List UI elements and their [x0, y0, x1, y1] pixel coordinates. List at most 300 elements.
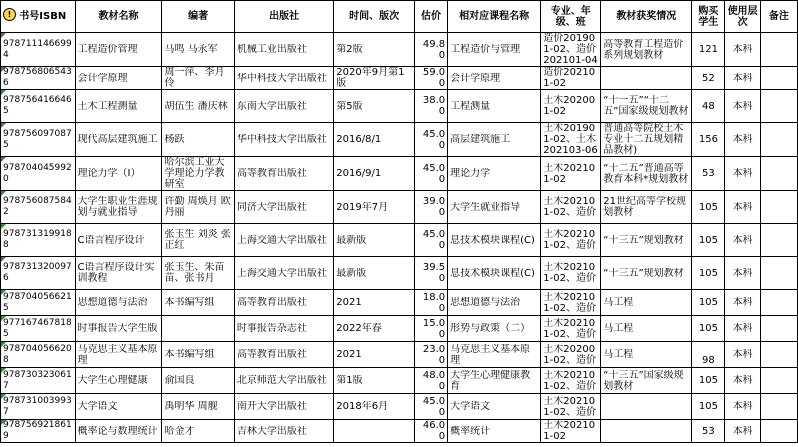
- cell-name[interactable]: [75, 90, 162, 123]
- cell-count[interactable]: [692, 224, 725, 257]
- cell-text: 土木202101-02、造价: [543, 196, 596, 218]
- cell-text: 大学生心理健康教育: [450, 369, 531, 392]
- cell-text: 2018年6月: [336, 401, 389, 412]
- cell-remark[interactable]: [760, 33, 797, 67]
- cell-isbn[interactable]: [1, 33, 76, 67]
- cell-publisher[interactable]: [234, 316, 333, 342]
- cell-name[interactable]: [75, 368, 162, 394]
- cell-isbn[interactable]: [1, 257, 76, 290]
- cell-count[interactable]: [692, 67, 725, 90]
- table-row: [1, 90, 798, 123]
- cell-remark[interactable]: [760, 420, 797, 443]
- cell-text: 第1版: [336, 375, 363, 386]
- cell-major[interactable]: [541, 224, 601, 257]
- cell-level[interactable]: [725, 90, 760, 123]
- cell-publisher[interactable]: [234, 123, 333, 157]
- cell-name[interactable]: [75, 257, 162, 290]
- cell-course[interactable]: [448, 290, 541, 316]
- cell-publisher[interactable]: [234, 191, 333, 224]
- cell-text: 23.00: [422, 343, 446, 366]
- cell-text: 本科: [732, 234, 753, 246]
- cell-text: 马工程: [603, 349, 634, 360]
- cell-price[interactable]: [415, 257, 448, 290]
- cell-major[interactable]: [541, 342, 601, 368]
- cell-text: 59.00: [422, 67, 446, 89]
- cell-price[interactable]: [415, 316, 448, 342]
- cell-text: 上海交通大学出版社: [236, 234, 327, 246]
- cell-edition[interactable]: [334, 342, 415, 368]
- cell-award[interactable]: [601, 224, 692, 257]
- cell-count[interactable]: [692, 342, 725, 368]
- cell-edition[interactable]: [334, 290, 415, 316]
- cell-edition[interactable]: [334, 316, 415, 342]
- cell-isbn[interactable]: [1, 368, 76, 394]
- cell-major[interactable]: [541, 290, 601, 316]
- cell-text: 理论力学（Ⅰ）: [77, 168, 141, 179]
- cell-price[interactable]: [415, 157, 448, 191]
- cell-text: 思想道德与法治: [77, 297, 148, 308]
- cell-name[interactable]: [75, 157, 162, 191]
- cell-text: 土木202101-02、造价: [543, 291, 596, 314]
- cell-award[interactable]: [601, 257, 692, 290]
- column-header-major[interactable]: 专业、年级、班: [541, 1, 601, 33]
- cell-course[interactable]: [448, 316, 541, 342]
- cell-name[interactable]: [75, 33, 162, 67]
- cell-text: 15.00: [422, 317, 446, 340]
- cell-publisher[interactable]: [234, 33, 333, 67]
- cell-text: 北京师范大学出版社: [236, 375, 327, 386]
- error-marker-icon: [1, 368, 6, 373]
- cell-count[interactable]: [692, 394, 725, 420]
- cell-author[interactable]: [162, 123, 234, 157]
- cell-count[interactable]: [692, 123, 725, 157]
- cell-edition[interactable]: [334, 33, 415, 67]
- cell-text: 华中科技大学出版社: [236, 72, 327, 84]
- cell-isbn[interactable]: [1, 224, 76, 257]
- cell-remark[interactable]: [760, 123, 797, 157]
- cell-award[interactable]: [601, 342, 692, 368]
- cell-author[interactable]: [162, 316, 234, 342]
- cell-author[interactable]: [162, 67, 234, 90]
- cell-text: 45.00: [422, 395, 446, 418]
- cell-publisher[interactable]: [234, 224, 333, 257]
- cell-text: 本科: [732, 72, 753, 84]
- cell-text: 2021: [336, 349, 362, 360]
- cell-text: C语言程序设计: [77, 234, 145, 246]
- cell-name[interactable]: [75, 67, 162, 90]
- cell-award[interactable]: [601, 394, 692, 420]
- cell-isbn[interactable]: [1, 342, 76, 368]
- cell-edition[interactable]: [334, 90, 415, 123]
- cell-isbn[interactable]: [1, 67, 76, 90]
- cell-course[interactable]: [448, 420, 541, 443]
- cell-text: 105: [698, 401, 718, 412]
- cell-text: 息技术模块课程(C): [450, 234, 535, 246]
- error-marker-icon: [1, 224, 6, 229]
- cell-author[interactable]: [162, 290, 234, 316]
- cell-course[interactable]: [448, 224, 541, 257]
- cell-price[interactable]: [415, 290, 448, 316]
- cell-text: 大学生心理健康: [77, 375, 148, 386]
- cell-text: 98: [702, 355, 715, 366]
- cell-text: 9787569218619: [3, 420, 72, 441]
- cell-count[interactable]: [692, 191, 725, 224]
- cell-award[interactable]: [601, 67, 692, 90]
- cell-course[interactable]: [448, 33, 541, 67]
- cell-award[interactable]: [601, 290, 692, 316]
- cell-text: 张玉生、朱苗苗、张书月: [164, 262, 225, 284]
- cell-publisher[interactable]: [234, 157, 333, 191]
- cell-text: 39.00: [422, 196, 446, 218]
- cell-isbn[interactable]: [1, 420, 76, 443]
- cell-publisher[interactable]: [234, 90, 333, 123]
- cell-count[interactable]: [692, 420, 725, 443]
- table-row: [1, 290, 798, 316]
- cell-price[interactable]: [415, 90, 448, 123]
- cell-award[interactable]: [601, 420, 692, 443]
- cell-text: 土木201901-02、土木202103-06: [543, 123, 598, 156]
- cell-price[interactable]: [415, 420, 448, 443]
- cell-remark[interactable]: [760, 191, 797, 224]
- cell-text: 45.00: [422, 162, 446, 185]
- cell-author[interactable]: [162, 257, 234, 290]
- cell-course[interactable]: [448, 368, 541, 394]
- header-row: [1, 1, 798, 33]
- cell-text: 大学生职业生涯规划与就业指导: [77, 196, 158, 218]
- cell-text: 105: [698, 323, 718, 334]
- cell-text: 9771674678185: [3, 317, 72, 339]
- cell-course[interactable]: [448, 123, 541, 157]
- cell-text: 哈金才: [164, 425, 195, 437]
- cell-text: 45.00: [422, 229, 446, 251]
- column-header-award[interactable]: 教材获奖情况: [601, 1, 692, 33]
- cell-isbn[interactable]: [1, 290, 76, 316]
- cell-level[interactable]: [725, 290, 760, 316]
- cell-text: 形势与政策（二）: [450, 323, 531, 334]
- column-header-count[interactable]: 购买学生: [692, 1, 725, 33]
- cell-price[interactable]: [415, 342, 448, 368]
- cell-text: 2016/9/1: [336, 168, 382, 179]
- cell-edition[interactable]: [334, 67, 415, 90]
- cell-level[interactable]: [725, 33, 760, 67]
- cell-text: 9787040566215: [3, 291, 72, 313]
- cell-text: 东南大学出版社: [236, 100, 307, 112]
- cell-remark[interactable]: [760, 224, 797, 257]
- cell-text: 吉林大学出版社: [236, 425, 307, 437]
- cell-remark[interactable]: [760, 342, 797, 368]
- cell-author[interactable]: [162, 157, 234, 191]
- cell-text: 大学语文: [450, 401, 491, 412]
- cell-publisher[interactable]: [234, 394, 333, 420]
- cell-count[interactable]: [692, 316, 725, 342]
- cell-name[interactable]: [75, 342, 162, 368]
- cell-text: 2019年7月: [336, 201, 389, 213]
- cell-text: 高等教育出版社: [236, 297, 307, 308]
- cell-author[interactable]: [162, 420, 234, 443]
- cell-name[interactable]: [75, 316, 162, 342]
- cell-publisher[interactable]: [234, 290, 333, 316]
- cell-course[interactable]: [448, 342, 541, 368]
- cell-text: 2020年9月第1版: [336, 67, 405, 89]
- table-row: [1, 368, 798, 394]
- cell-text: 105: [698, 375, 718, 386]
- cell-name[interactable]: [75, 123, 162, 157]
- table-row: [1, 394, 798, 420]
- cell-author[interactable]: [162, 90, 234, 123]
- cell-award[interactable]: [601, 33, 692, 67]
- cell-text: C语言程序设计实训教程: [77, 262, 155, 284]
- cell-text: 高等教育出版社: [236, 168, 307, 179]
- table-row: [1, 257, 798, 290]
- cell-text: 156: [698, 134, 718, 145]
- cell-text: 53: [702, 168, 715, 179]
- cell-course[interactable]: [448, 157, 541, 191]
- cell-major[interactable]: [541, 33, 601, 67]
- cell-text: 同济大学出版社: [236, 201, 307, 213]
- cell-major[interactable]: [541, 191, 601, 224]
- cell-text: 土木202101-02、造价: [543, 395, 596, 418]
- error-marker-icon: [1, 191, 6, 196]
- cell-major[interactable]: [541, 90, 601, 123]
- warning-icon[interactable]: !: [3, 8, 16, 21]
- cell-text: 工程造价管理: [77, 44, 138, 55]
- cell-text: 本科: [732, 134, 753, 145]
- cell-text: 2016/8/1: [336, 134, 382, 145]
- cell-text: 高等教育工程造价系列规划教材: [603, 38, 684, 61]
- column-header-edition[interactable]: 时间、版次: [334, 1, 415, 33]
- cell-remark[interactable]: [760, 316, 797, 342]
- cell-text: 现代高层建筑施工: [77, 134, 158, 145]
- cell-text: 本书编写组: [164, 297, 215, 308]
- cell-edition[interactable]: [334, 224, 415, 257]
- cell-edition[interactable]: [334, 157, 415, 191]
- cell-text: 土木202101-02、造价: [543, 229, 596, 251]
- cell-major[interactable]: [541, 394, 601, 420]
- cell-text: 39.50: [422, 262, 446, 284]
- cell-count[interactable]: [692, 290, 725, 316]
- cell-text: 本科: [732, 425, 753, 437]
- cell-publisher[interactable]: [234, 420, 333, 443]
- column-header-remark[interactable]: 备注: [760, 1, 797, 33]
- cell-major[interactable]: [541, 67, 601, 90]
- cell-publisher[interactable]: [234, 368, 333, 394]
- cell-text: 9787040566208: [3, 343, 72, 365]
- cell-edition[interactable]: [334, 257, 415, 290]
- cell-level[interactable]: [725, 368, 760, 394]
- cell-name[interactable]: [75, 224, 162, 257]
- error-marker-icon: [1, 316, 6, 321]
- error-marker-icon: [1, 394, 6, 399]
- cell-count[interactable]: [692, 90, 725, 123]
- cell-text: 会计学原理: [77, 72, 128, 84]
- cell-edition[interactable]: [334, 368, 415, 394]
- cell-isbn[interactable]: [1, 123, 76, 157]
- cell-text: 上海交通大学出版社: [236, 267, 327, 279]
- cell-course[interactable]: [448, 67, 541, 90]
- table-row: [1, 342, 798, 368]
- error-marker-icon: [1, 67, 6, 72]
- cell-level[interactable]: [725, 224, 760, 257]
- cell-course[interactable]: [448, 90, 541, 123]
- column-header-course[interactable]: 相对应课程名称: [448, 1, 541, 33]
- cell-award[interactable]: [601, 157, 692, 191]
- cell-text: 本科: [732, 323, 753, 334]
- cell-major[interactable]: [541, 157, 601, 191]
- cell-award[interactable]: [601, 316, 692, 342]
- cell-name[interactable]: [75, 290, 162, 316]
- cell-text: 时事报告大学生版: [77, 323, 158, 334]
- cell-text: 华中科技大学出版社: [236, 134, 327, 145]
- cell-text: 9787560875842: [3, 196, 72, 217]
- cell-major[interactable]: [541, 316, 601, 342]
- cell-text: 49.80: [422, 38, 446, 61]
- cell-price[interactable]: [415, 368, 448, 394]
- cell-price[interactable]: [415, 33, 448, 67]
- cell-text: 21世纪高等学校规划教材: [603, 196, 687, 218]
- cell-level[interactable]: [725, 394, 760, 420]
- table-row: [1, 123, 798, 157]
- cell-award[interactable]: [601, 123, 692, 157]
- cell-level[interactable]: [725, 316, 760, 342]
- column-header-name[interactable]: 教材名称: [75, 1, 162, 33]
- cell-text: “十三五”规划教材: [603, 234, 684, 246]
- cell-remark[interactable]: [760, 90, 797, 123]
- cell-name[interactable]: [75, 394, 162, 420]
- cell-price[interactable]: [415, 67, 448, 90]
- error-marker-icon: [1, 157, 6, 162]
- cell-text: 48.00: [422, 369, 446, 392]
- column-header-level[interactable]: 使用层次: [725, 1, 760, 33]
- cell-text: 9787313200976: [3, 262, 72, 283]
- column-header-publisher[interactable]: 出版社: [234, 1, 333, 33]
- cell-level[interactable]: [725, 191, 760, 224]
- cell-award[interactable]: [601, 191, 692, 224]
- cell-remark[interactable]: [760, 257, 797, 290]
- cell-count[interactable]: [692, 257, 725, 290]
- error-marker-icon: [1, 420, 6, 425]
- cell-text: 土木202101-02、造价: [543, 262, 596, 284]
- cell-text: 9787560970875: [3, 128, 72, 150]
- cell-text: 工程测量: [450, 100, 491, 112]
- cell-course[interactable]: [448, 257, 541, 290]
- cell-text: 马克思主义基本原理: [77, 343, 158, 366]
- cell-author[interactable]: [162, 191, 234, 224]
- cell-price[interactable]: [415, 224, 448, 257]
- cell-text: 本科: [732, 168, 753, 179]
- cell-author[interactable]: [162, 394, 234, 420]
- cell-text: 息技术模块课程(C): [450, 267, 535, 279]
- cell-text: 南开大学出版社: [236, 401, 307, 412]
- cell-remark[interactable]: [760, 157, 797, 191]
- cell-author[interactable]: [162, 342, 234, 368]
- cell-isbn[interactable]: [1, 157, 76, 191]
- cell-text: 本科: [732, 297, 753, 308]
- cell-level[interactable]: [725, 123, 760, 157]
- cell-name[interactable]: [75, 420, 162, 443]
- cell-major[interactable]: [541, 123, 601, 157]
- cell-price[interactable]: [415, 191, 448, 224]
- cell-text: 第5版: [336, 100, 363, 112]
- cell-publisher[interactable]: [234, 257, 333, 290]
- cell-isbn[interactable]: [1, 394, 76, 420]
- cell-text: 土木202101-02: [543, 162, 596, 185]
- column-header-author[interactable]: 编著: [162, 1, 234, 33]
- cell-level[interactable]: [725, 67, 760, 90]
- cell-text: 45.00: [422, 128, 446, 151]
- cell-price[interactable]: [415, 394, 448, 420]
- cell-publisher[interactable]: [234, 342, 333, 368]
- cell-text: 土木202001-02、造价: [543, 343, 596, 366]
- cell-text: 机械工业出版社: [236, 44, 307, 55]
- cell-text: 造价201901-02、造价202101-04: [543, 33, 598, 66]
- cell-text: 本科: [732, 267, 753, 279]
- cell-text: 土木工程测量: [77, 100, 138, 112]
- cell-edition[interactable]: [334, 420, 415, 443]
- cell-major[interactable]: [541, 368, 601, 394]
- cell-isbn[interactable]: [1, 191, 76, 224]
- cell-publisher[interactable]: [234, 67, 333, 90]
- error-marker-icon: [1, 90, 6, 95]
- cell-text: 哈尔滨工业大学理论力学教研室: [164, 157, 225, 190]
- cell-count[interactable]: [692, 368, 725, 394]
- cell-text: 9787310039937: [3, 395, 72, 417]
- column-header-price[interactable]: 估价: [415, 1, 448, 33]
- cell-text: 概率论与数理统计: [77, 425, 158, 437]
- cell-level[interactable]: [725, 342, 760, 368]
- cell-remark[interactable]: [760, 290, 797, 316]
- cell-text: 18.00: [422, 291, 446, 314]
- cell-author[interactable]: [162, 33, 234, 67]
- cell-remark[interactable]: [760, 67, 797, 90]
- cell-author[interactable]: [162, 368, 234, 394]
- cell-award[interactable]: [601, 90, 692, 123]
- cell-major[interactable]: [541, 257, 601, 290]
- cell-edition[interactable]: [334, 191, 415, 224]
- cell-text: “十二五”普通高等教育本科*规划教材: [603, 162, 689, 185]
- cell-isbn[interactable]: [1, 316, 76, 342]
- error-marker-icon: [1, 257, 6, 262]
- error-marker-icon: [1, 342, 6, 347]
- cell-text: 会计学原理: [450, 72, 501, 84]
- cell-text: 高等教育出版社: [236, 349, 307, 360]
- cell-count[interactable]: [692, 33, 725, 67]
- cell-edition[interactable]: [334, 123, 415, 157]
- cell-level[interactable]: [725, 157, 760, 191]
- cell-remark[interactable]: [760, 394, 797, 420]
- cell-course[interactable]: [448, 191, 541, 224]
- cell-level[interactable]: [725, 257, 760, 290]
- cell-award[interactable]: [601, 368, 692, 394]
- table-row: [1, 33, 798, 67]
- cell-text: 最新版: [336, 234, 367, 246]
- cell-edition[interactable]: [334, 394, 415, 420]
- cell-isbn[interactable]: [1, 90, 76, 123]
- cell-text: 38.00: [422, 95, 446, 117]
- cell-text: 普通高等院校土木专业十二五规划精品教材): [603, 123, 684, 156]
- cell-text: 高层建筑施工: [450, 134, 511, 145]
- cell-level[interactable]: [725, 420, 760, 443]
- cell-remark[interactable]: [760, 368, 797, 394]
- cell-name[interactable]: [75, 191, 162, 224]
- column-header-isbn[interactable]: ! 书号ISBN: [1, 1, 76, 33]
- table-row: [1, 420, 798, 443]
- cell-price[interactable]: [415, 123, 448, 157]
- cell-count[interactable]: [692, 157, 725, 191]
- cell-author[interactable]: [162, 224, 234, 257]
- cell-major[interactable]: [541, 420, 601, 443]
- cell-text: “十一五”“十二五”国家级规划教材: [603, 95, 689, 117]
- cell-course[interactable]: [448, 394, 541, 420]
